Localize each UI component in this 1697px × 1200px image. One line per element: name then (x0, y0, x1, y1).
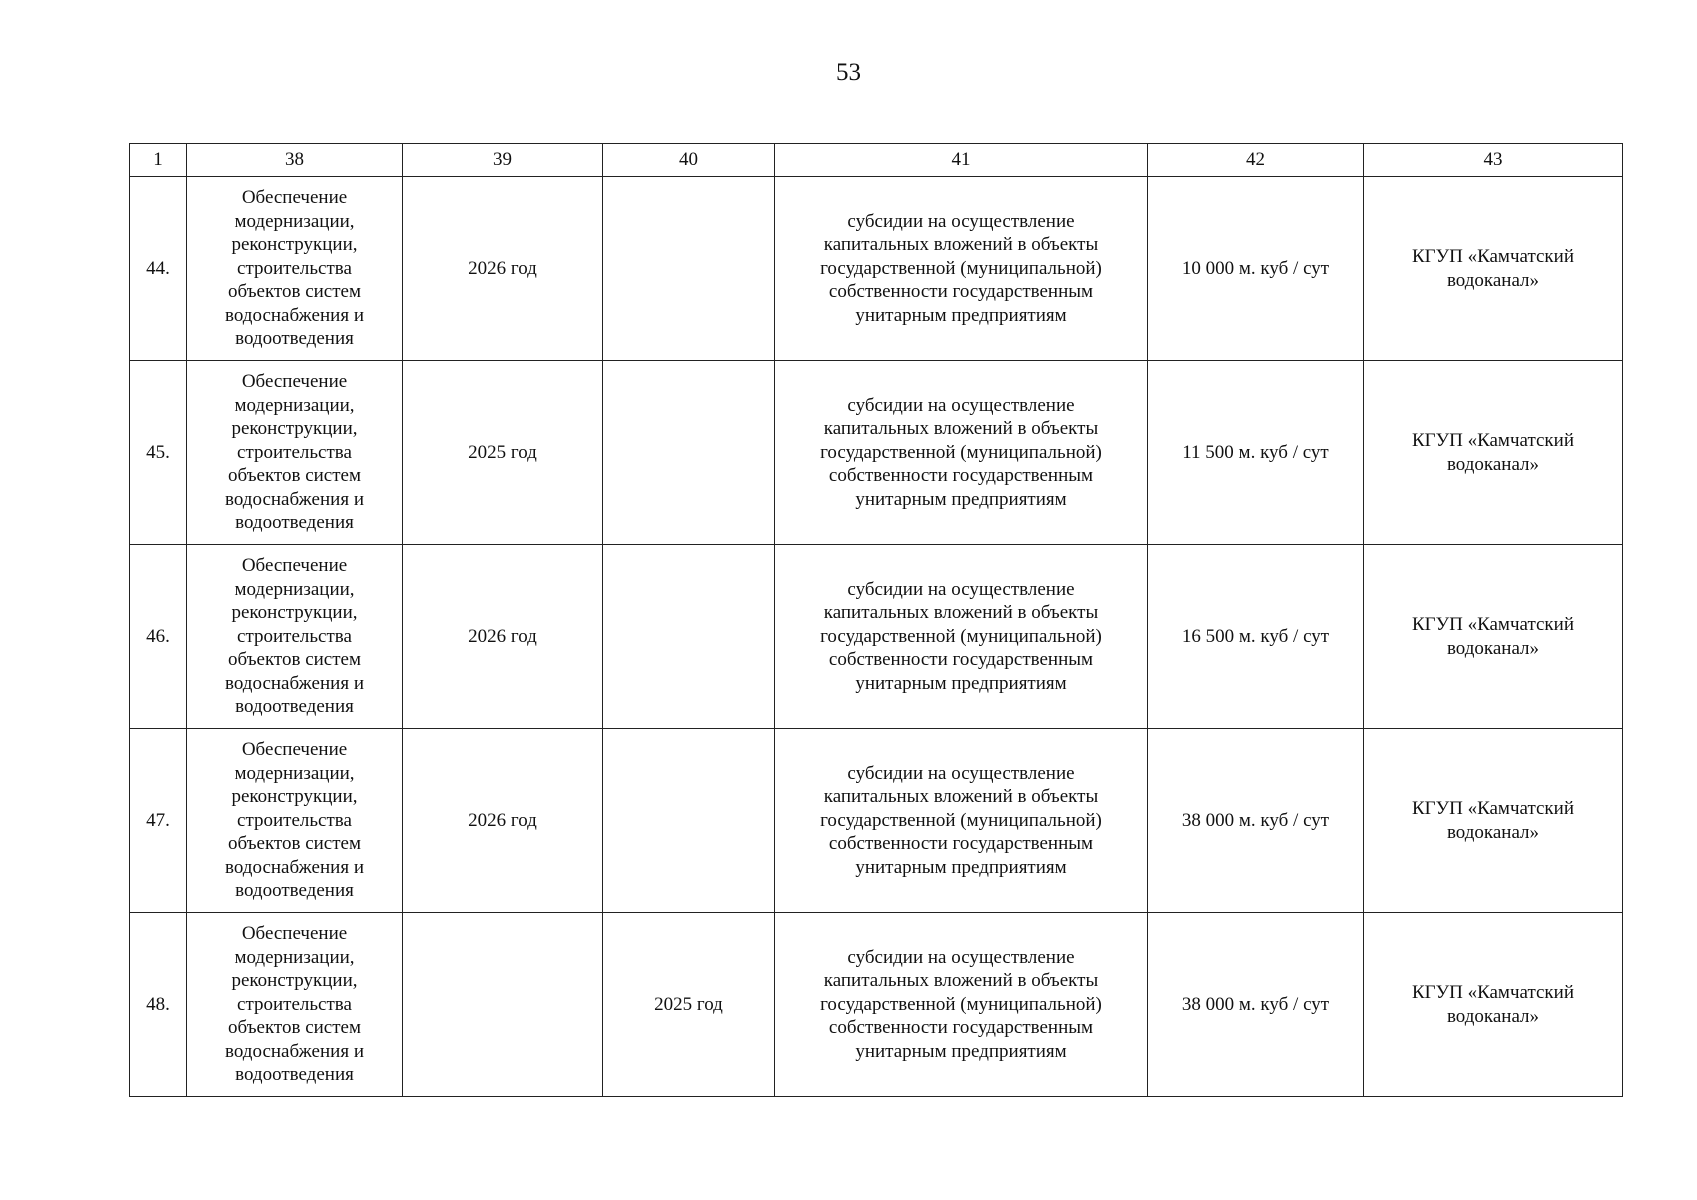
row-number-cell: 46. (130, 545, 187, 729)
capacity-cell: 10 000 м. куб / сут (1148, 177, 1364, 361)
year-cell-40 (603, 545, 775, 729)
header-col-40: 40 (603, 144, 775, 177)
subsidy-cell: субсидии на осуществление капитальных вложений в объекты государственной (муниципальной) собственности государственным унитарным предприятиям (775, 361, 1148, 545)
table-body (130, 177, 1623, 1097)
purpose-cell: Обеспечение модернизации, реконструкции, строительства объектов систем водоснабжения и водоотведения (187, 729, 403, 913)
header-col-42: 42 (1148, 144, 1364, 177)
header-col-39: 39 (403, 144, 603, 177)
row-number-cell: 45. (130, 361, 187, 545)
organization-cell: КГУП «Камчатский водоканал» (1364, 177, 1623, 361)
subsidy-cell: субсидии на осуществление капитальных вложений в объекты государственной (муниципальной) собственности государственным унитарным предприятиям (775, 177, 1148, 361)
capacity-cell: 11 500 м. куб / сут (1148, 361, 1364, 545)
header-col-38: 38 (187, 144, 403, 177)
table-row (130, 361, 1623, 545)
organization-cell: КГУП «Камчатский водоканал» (1364, 729, 1623, 913)
year-cell-40 (603, 361, 775, 545)
row-number-cell: 47. (130, 729, 187, 913)
purpose-cell: Обеспечение модернизации, реконструкции, строительства объектов систем водоснабжения и водоотведения (187, 177, 403, 361)
table-row (130, 913, 1623, 1097)
year-cell-39: 2026 год (403, 545, 603, 729)
organization-cell: КГУП «Камчатский водоканал» (1364, 913, 1623, 1097)
header-row (130, 144, 1623, 177)
purpose-cell: Обеспечение модернизации, реконструкции, строительства объектов систем водоснабжения и водоотведения (187, 545, 403, 729)
year-cell-39: 2026 год (403, 177, 603, 361)
year-cell-39: 2025 год (403, 361, 603, 545)
year-cell-40 (603, 177, 775, 361)
year-cell-40: 2025 год (603, 913, 775, 1097)
year-cell-39 (403, 913, 603, 1097)
data-table (129, 143, 1623, 1097)
capacity-cell: 38 000 м. куб / сут (1148, 729, 1364, 913)
organization-cell: КГУП «Камчатский водоканал» (1364, 545, 1623, 729)
subsidy-cell: субсидии на осуществление капитальных вложений в объекты государственной (муниципальной) собственности государственным унитарным предприятиям (775, 913, 1148, 1097)
capacity-cell: 38 000 м. куб / сут (1148, 913, 1364, 1097)
purpose-cell: Обеспечение модернизации, реконструкции, строительства объектов систем водоснабжения и водоотведения (187, 913, 403, 1097)
page-number: 53 (836, 59, 861, 86)
table-header (130, 144, 1623, 177)
header-col-41: 41 (775, 144, 1148, 177)
year-cell-40 (603, 729, 775, 913)
year-cell-39: 2026 год (403, 729, 603, 913)
subsidy-cell: субсидии на осуществление капитальных вложений в объекты государственной (муниципальной) собственности государственным унитарным предприятиям (775, 545, 1148, 729)
row-number-cell: 44. (130, 177, 187, 361)
table-row (130, 729, 1623, 913)
table-row (130, 545, 1623, 729)
capacity-cell: 16 500 м. куб / сут (1148, 545, 1364, 729)
row-number-cell: 48. (130, 913, 187, 1097)
organization-cell: КГУП «Камчатский водоканал» (1364, 361, 1623, 545)
header-col-43: 43 (1364, 144, 1623, 177)
header-col-1: 1 (130, 144, 187, 177)
subsidy-cell: субсидии на осуществление капитальных вложений в объекты государственной (муниципальной) собственности государственным унитарным предприятиям (775, 729, 1148, 913)
table-row (130, 177, 1623, 361)
purpose-cell: Обеспечение модернизации, реконструкции, строительства объектов систем водоснабжения и водоотведения (187, 361, 403, 545)
